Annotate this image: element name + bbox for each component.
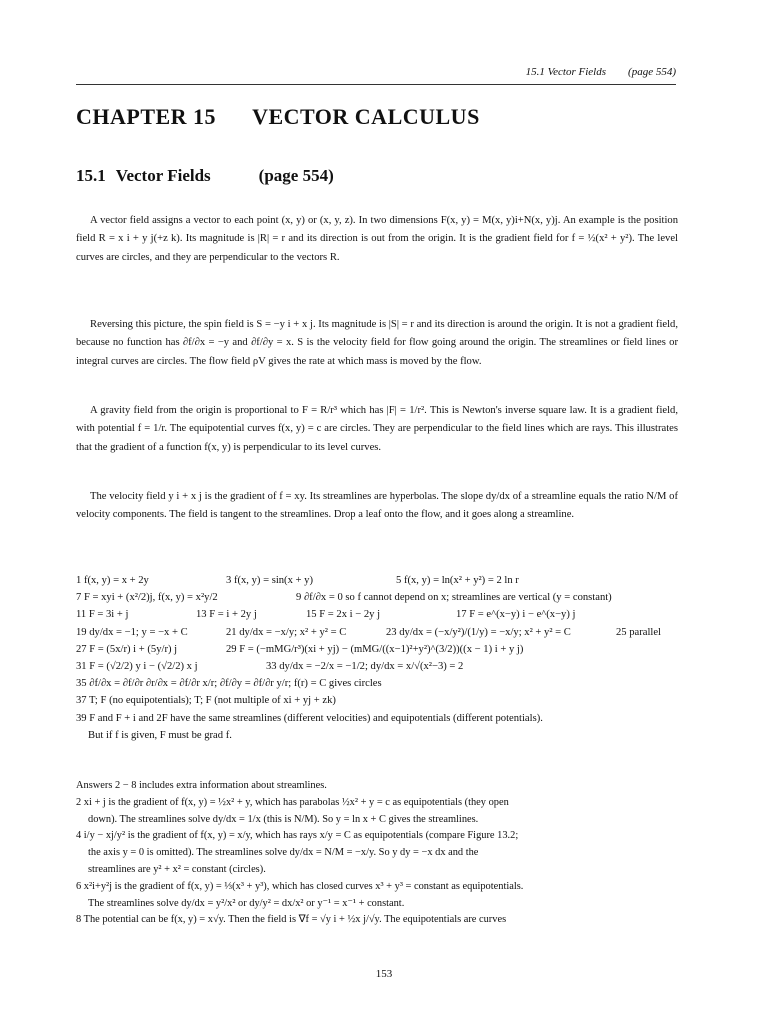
answers-row xyxy=(76,658,684,675)
answer-item: 1 f(x, y) = x + 2y xyxy=(76,575,149,586)
answer-item: 33 dy/dx = −2/x = −1/2; dy/dx = x/√(x²−3) = 2 xyxy=(266,661,464,673)
running-header-section: 15.1 Vector Fields xyxy=(525,66,607,78)
note-line: down). The streamlines solve dy/dx = 1/x (this is N/M). So y = ln x + C gives the streamlines. xyxy=(88,813,479,825)
paragraph-1 xyxy=(76,212,678,267)
answers-row xyxy=(76,589,684,606)
answers-row xyxy=(76,606,684,623)
page-number: 153 xyxy=(375,968,393,980)
note-line: 4 i/y − xj/y² is the gradient of f(x, y) = x/y, which has rays x/y = C as equipotentials (compare Figure 13.2; xyxy=(76,830,519,842)
answer-item: 15 F = 2x i − 2y j xyxy=(306,609,381,621)
answers-row xyxy=(76,710,684,727)
answer-item: 9 ∂f/∂x = 0 so f cannot depend on x; streamlines are vertical (y = constant) xyxy=(296,592,612,604)
answer-item: 23 dy/dx = (−x/y²)/(1/y) = −x/y; x² + y² = C xyxy=(386,626,571,638)
note-line: 8 The potential can be f(x, y) = x√y. Then the field is ∇f = √y i + ½x j/√y. The equipotentials are curves xyxy=(76,914,507,926)
answer-item: 27 F = (5x/r) i + (5y/r) j xyxy=(76,643,178,655)
answers-row xyxy=(76,727,684,744)
section-title: Vector Fields xyxy=(115,166,211,185)
answer-item: 35 ∂f/∂x = ∂f/∂r ∂r/∂x = ∂f/∂r x/r; ∂f/∂y = ∂f/∂r y/r; f(r) = C gives circles xyxy=(76,678,382,690)
chapter-heading xyxy=(76,104,480,130)
header-rule xyxy=(76,84,676,85)
section-page-ref: (page 554) xyxy=(258,166,334,185)
paragraph-text: A gravity field from the origin is proportional to F = R/r³ which has |F| = 1/r². This is Newton's inverse square law. It is a gradient field, with potential f = 1/r. The equipotential curves f(x, y) = c are circles. They are perpendicular to the field lines which are rays. This illustrates that the gradient of a function f(x, y) is perpendicular to its level curves. xyxy=(76,405,678,453)
paragraph-text: The velocity field y i + x j is the gradient of f = xy. Its streamlines are hyperbolas. The slope dy/dx of a streamline equals the ratio N/M of velocity components. The field is tangent to the streamlines. Drop a leaf onto the flow, and it goes along a streamline. xyxy=(76,491,678,521)
answer-item: 39 F and F + i and 2F have the same streamlines (different velocities) and equipotentials (different potentials). xyxy=(76,712,543,724)
answer-item: 13 F = i + 2y j xyxy=(196,609,257,621)
answers-row xyxy=(76,572,684,589)
section-number: 15.1 xyxy=(76,166,106,185)
paragraph-text: Reversing this picture, the spin field is S = −y i + x j. Its magnitude is |S| = r and its direction is around the origin. It is not a gradient field, because no function has ∂f/∂x = −y and ∂f/∂y = x. S is the velocity field for flow going around the origin. The streamlines or field lines or integral curves are circles. The flow field ρV gives the rate at which mass is moved by the flow. xyxy=(76,319,678,367)
answer-item: 17 F = e^(x−y) i − e^(x−y) j xyxy=(456,609,576,621)
answers-row xyxy=(76,692,684,709)
answer-item: 31 F = (√2/2) y i − (√2/2) x j xyxy=(76,661,198,673)
answer-item: 29 F = (−mMG/r³)(xi + yj) − (mMG/((x−1)²+y²)^(3/2))((x − 1) i + y j) xyxy=(226,643,524,655)
answers-row xyxy=(76,641,684,658)
answer-item: 5 f(x, y) = ln(x² + y²) = 2 ln r xyxy=(396,575,519,586)
answer-item: 3 f(x, y) = sin(x + y) xyxy=(226,575,313,586)
paragraph-4 xyxy=(76,488,678,525)
running-header xyxy=(526,66,676,78)
paragraph-2 xyxy=(76,316,678,371)
answers-row xyxy=(76,624,684,641)
answers-notes xyxy=(76,778,682,929)
chapter-label: CHAPTER 15 xyxy=(76,104,217,129)
note-line: The streamlines solve dy/dx = y²/x² or dy/y² = dx/x² or y⁻¹ = x⁻¹ + constant. xyxy=(88,897,405,909)
chapter-title: VECTOR CALCULUS xyxy=(252,104,480,129)
paragraph-text: A vector field assigns a vector to each point (x, y) or (x, y, z). In two dimensions F(x, y) = M(x, y)i+N(x, y)j. An example is the position field R = x i + y j(+z k). Its magnitude is |R| = r and its direction is out from the origin. It is the gradient field for f = ½(x² + y²). The level curves are circles, and they are perpendicular to the vectors R. xyxy=(76,215,678,263)
answer-item: 11 F = 3i + j xyxy=(76,609,129,621)
answer-item: 19 dy/dx = −1; y = −x + C xyxy=(76,626,188,638)
section-heading xyxy=(76,166,334,186)
answer-item: 21 dy/dx = −x/y; x² + y² = C xyxy=(226,626,347,638)
note-line: 2 xi + j is the gradient of f(x, y) = ½x² + y, which has parabolas ½x² + y = c as equipotentials (they open xyxy=(76,796,509,808)
note-line: Answers 2 − 8 includes extra information about streamlines. xyxy=(76,780,327,791)
running-header-page: (page 554) xyxy=(628,66,676,78)
answers-row xyxy=(76,675,684,692)
note-line: 6 x²i+y²j is the gradient of f(x, y) = ⅓(x³ + y³), which has closed curves x³ + y³ = constant as equipotentials. xyxy=(76,880,524,892)
note-line: streamlines are y² + x² = constant (circles). xyxy=(88,863,266,875)
answers-block xyxy=(76,572,684,744)
answer-item: 7 F = xyi + (x²/2)j, f(x, y) = x²y/2 xyxy=(76,592,218,604)
answer-item: 37 T; F (no equipotentials); T; F (not multiple of xi + yj + zk) xyxy=(76,695,336,707)
note-line: the axis y = 0 is omitted). The streamlines solve dy/dx = N/M = −x/y. So y dy = −x dx and the xyxy=(88,847,479,859)
answer-item: But if f is given, F must be grad f. xyxy=(88,729,232,741)
answer-item: 25 parallel xyxy=(616,626,662,638)
paragraph-3 xyxy=(76,402,678,457)
